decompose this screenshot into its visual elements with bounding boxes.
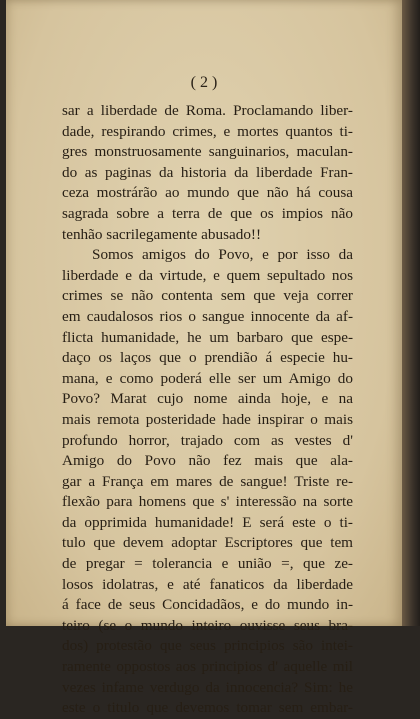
text-line: gres monstruosamente sanguinarios, maculan- — [62, 143, 353, 161]
text-line: de pregar = tolerancia e união =, que ze- — [62, 555, 353, 573]
text-line: losos idolatras, e até fanaticos da liberdade — [62, 575, 353, 593]
text-line: flicta humanidade, he um barbaro que espe- — [62, 328, 353, 346]
text-line: Somos amigos do Povo, e por isso da — [92, 246, 353, 264]
text-line: gar a França em mares de sangue! Triste re- — [62, 472, 353, 490]
text-line: teiro (se o mundo inteiro ouvisse seus bra- — [62, 616, 353, 634]
text-line: á face de seus Concidadãos, e do mundo in- — [62, 596, 353, 614]
text-line: este o titulo que devemos tomar sem embar- — [62, 699, 353, 717]
text-line: vezes infame verdugo da innocencia? Sim: he — [62, 678, 353, 696]
text-line: tulo que devem adoptar Escriptores que tem — [62, 534, 353, 552]
text-line: ceza mostrárão ao mundo que não há cousa — [62, 184, 353, 202]
text-line: ramente oppostos aos principios d' aquelle mil — [62, 658, 353, 676]
text-line: Amigo do Povo não fez mais que ala- — [62, 452, 353, 470]
text-line: Povo? Marat cujo nome ainda hoje, e na — [62, 390, 353, 408]
text-line: profundo horror, trajado com as vestes d' — [62, 431, 353, 449]
text-line: sar a liberdade de Roma. Proclamando liber- — [62, 102, 353, 119]
book-edge — [402, 0, 420, 626]
text-line: sagrada sobre a terra de que os impios não — [62, 204, 353, 222]
text-line: dos) protestão que seus principios são intei- — [62, 637, 353, 655]
body-text — [62, 101, 353, 719]
text-line: mais remota posteridade hade inspirar o mais — [62, 410, 353, 428]
text-line: crimes se não contenta sem que veja correr — [62, 287, 353, 305]
text-line: tenhão sacrilegamente abusado!! — [62, 225, 262, 243]
text-line: da opprimida humanidade! E será este o ti- — [62, 513, 353, 531]
text-line: mana, e como poderá elle ser um Amigo do — [62, 369, 353, 387]
book-page — [6, 0, 402, 717]
text-line: daço os laços que o prendião á especie hu- — [62, 349, 353, 367]
page-number: ( 2 ) — [190, 74, 218, 91]
text-line: liberdade e da virtude, e quem sepultado nos — [62, 266, 353, 284]
text-line: flexão para homens que s' interessão na sorte — [62, 493, 353, 511]
text-line: do as paginas da historia da liberdade Fran- — [62, 163, 353, 181]
text-line: em caudalosos rios o sangue innocente da af- — [62, 307, 353, 325]
text-line: dade, respirando crimes, e mortes quantos ti- — [62, 122, 353, 140]
